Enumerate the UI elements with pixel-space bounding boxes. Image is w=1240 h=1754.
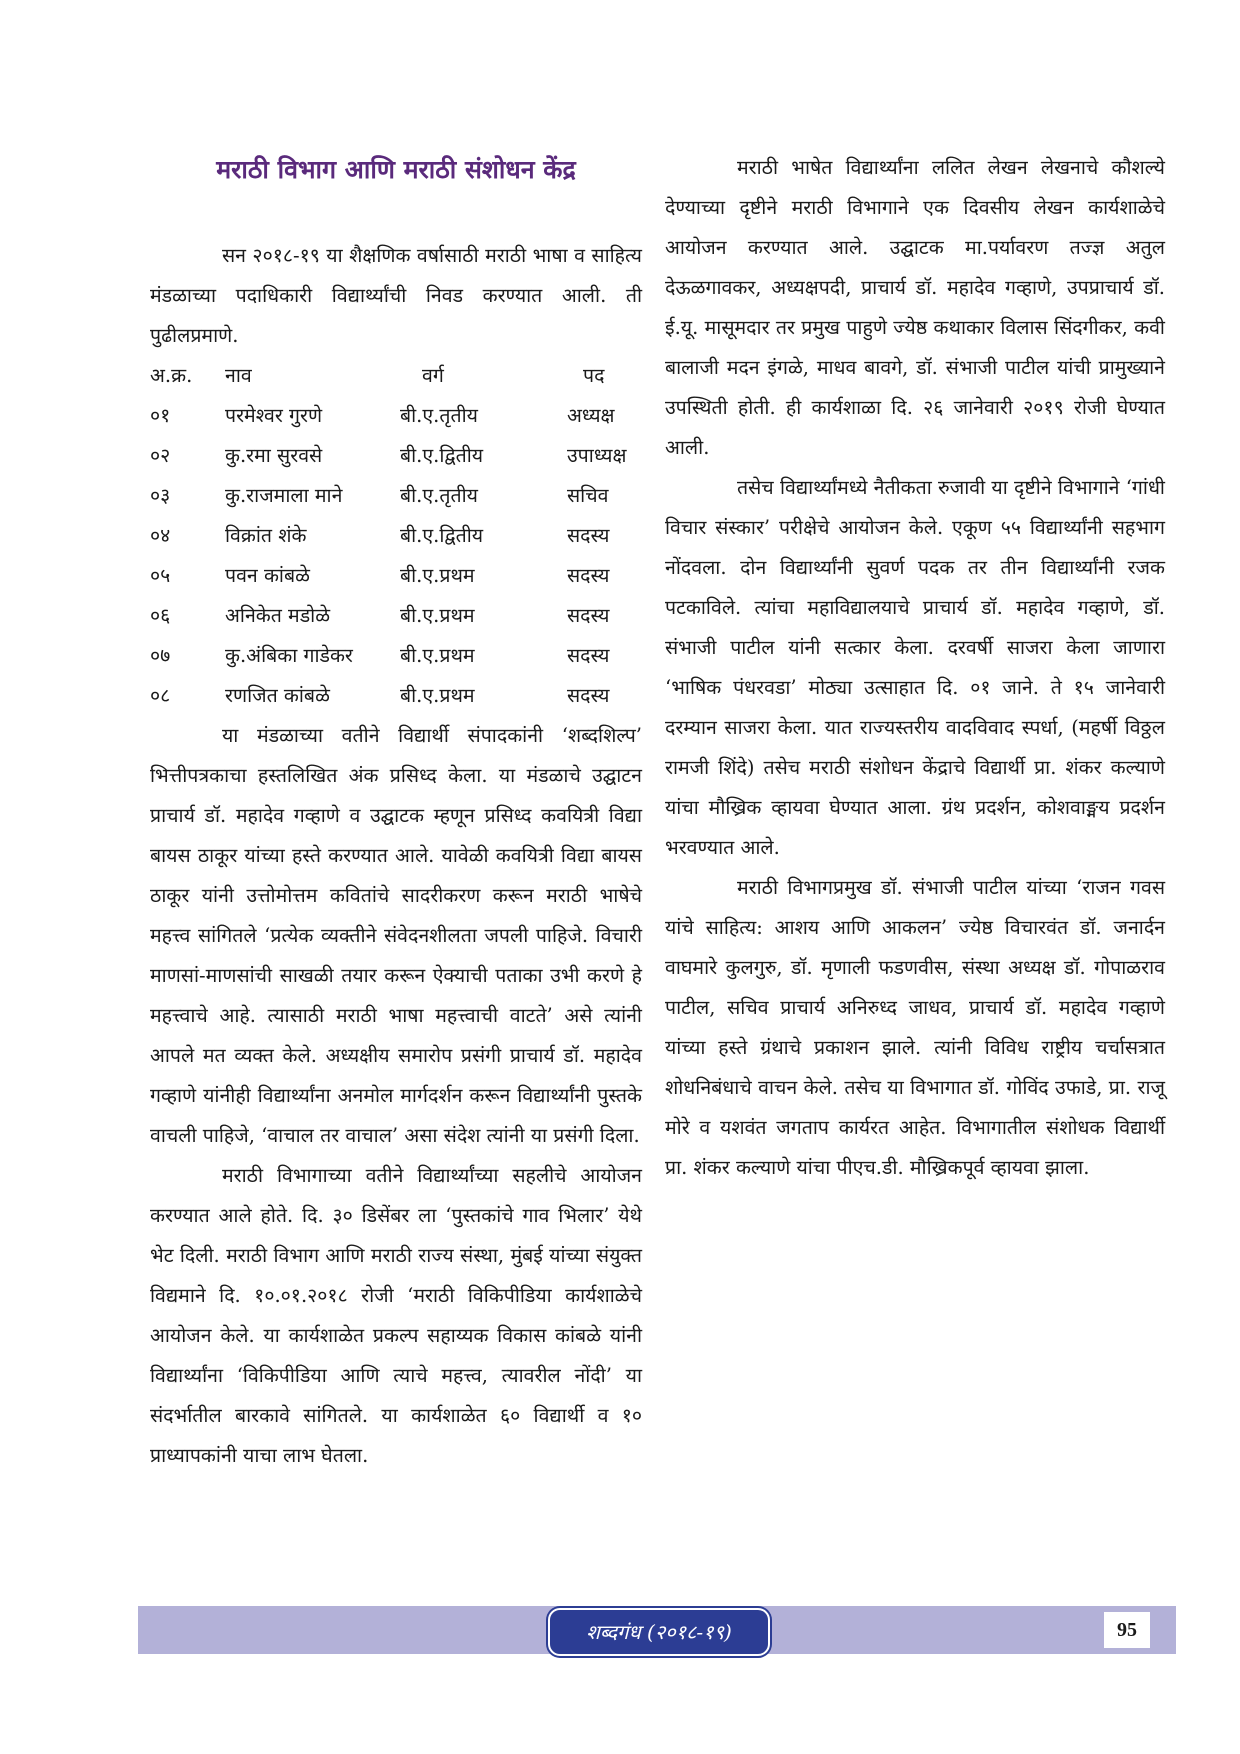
- table-cell: विक्रांत शंके: [225, 524, 307, 547]
- table-cell: बी.ए.प्रथम: [400, 604, 475, 627]
- table-cell: सचिव: [567, 484, 609, 507]
- table-header: वर्ग: [422, 364, 444, 387]
- table-cell: बी.ए.प्रथम: [400, 684, 475, 707]
- table-cell: सदस्य: [567, 644, 610, 667]
- table-cell: सदस्य: [567, 524, 610, 547]
- body-paragraph: मराठी भाषेत विद्यार्थ्यांना ललित लेखन लेखनाचे कौशल्ये देण्याच्या दृष्टीने मराठी विभागाने एक दिवसीय लेखन कार्यशाळेचे आयोजन करण्यात आले. उद्घाटक मा.पर्यावरण तज्ज्ञ अतुल देऊळगावकर, अध्यक्षपदी, प्राचार्य डॉ. महादेव गव्हाणे, उपप्राचार्य डॉ. ई.यू. मासूमदार तर प्रमुख पाहुणे ज्येष्ठ कथाकार विलास सिंदगीकर, कवी बालाजी मदन इंगळे, माधव बावगे, डॉ. संभाजी पाटील यांची प्रामुख्याने उपस्थिती होती. ही कार्यशाळा दि. २६ जानेवारी २०१९ रोजी घेण्यात आली.: [665, 156, 1165, 459]
- table-row: [150, 596, 642, 636]
- table-cell: बी.ए.प्रथम: [400, 564, 475, 587]
- table-cell: ०५: [150, 564, 171, 587]
- table-cell: ०२: [150, 444, 171, 467]
- table-header: अ.क्र.: [150, 364, 193, 387]
- body-paragraph: तसेच विद्यार्थ्यांमध्ये नैतीकता रुजावी या दृष्टीने विभागाने ‘गांधी विचार संस्कार’ परीक्षेचे आयोजन केले. एकूण ५५ विद्यार्थ्यांनी सहभाग नोंदवला. दोन विद्यार्थ्यांनी सुवर्ण पदक तर तीन विद्यार्थ्यांनी रजक पटकाविले. त्यांचा महाविद्यालयाचे प्राचार्य डॉ. महादेव गव्हाणे, डॉ. संभाजी पाटील यांनी सत्कार केला. दरवर्षी साजरा केला जाणारा ‘भाषिक पंधरवडा’ मोठ्या उत्साहात दि. ०१ जाने. ते १५ जानेवारी दरम्यान साजरा केला. यात राज्यस्तरीय वादविवाद स्पर्धा, (महर्षी विठ्ठल रामजी शिंदे) तसेच मराठी संशोधन केंद्राचे विद्यार्थी प्रा. शंकर कल्याणे यांचा मौख्रिक व्हायवा घेण्यात आला. ग्रंथ प्रदर्शन, कोशवाङ्मय प्रदर्शन भरवण्यात आले.: [665, 476, 1165, 859]
- table-row: [150, 676, 642, 716]
- table-cell: ०७: [150, 644, 171, 667]
- page-number: 95: [1104, 1612, 1150, 1648]
- table-cell: ०८: [150, 684, 171, 707]
- table-cell: बी.ए.द्वितीय: [400, 524, 484, 547]
- table-cell: सदस्य: [567, 684, 610, 707]
- table-cell: बी.ए.प्रथम: [400, 644, 475, 667]
- table-row: [150, 636, 642, 676]
- table-cell: सदस्य: [567, 604, 610, 627]
- body-paragraph: या मंडळाच्या वतीने विद्यार्थी संपादकांनी ‘शब्दशिल्प’ भित्तीपत्रकाचा हस्तलिखित अंक प्रसिध्द केला. या मंडळाचे उद्घाटन प्राचार्य डॉ. महादेव गव्हाणे व उद्घाटक म्हणून प्रसिध्द कवयित्री विद्या बायस ठाकूर यांच्या हस्ते करण्यात आले. यावेळी कवयित्री विद्या बायस ठाकूर यांनी उत्तोमोत्तम कवितांचे सादरीकरण करून मराठी भाषेचे महत्त्व सांगितले ‘प्रत्येक व्यक्तीने संवेदनशीलता जपली पाहिजे. विचारी माणसां-माणसांची साखळी तयार करून ऐक्याची पताका उभी करणे हे महत्त्वाचे आहे. त्यासाठी मराठी भाषा महत्त्वाची वाटते’ असे त्यांनी आपले मत व्यक्त केले. अध्यक्षीय समारोप प्रसंगी प्राचार्य डॉ. महादेव गव्हाणे यांनीही विद्यार्थ्यांना अनमोल मार्गदर्शन करून विद्यार्थ्यांनी पुस्तके वाचली पाहिजे, ‘वाचाल तर वाचाल’ असा संदेश त्यांनी या प्रसंगी दिला.: [150, 724, 642, 1147]
- table-cell: परमेश्वर गुरणे: [225, 404, 323, 427]
- left-column: [150, 150, 642, 1476]
- table-row: [150, 476, 642, 516]
- table-cell: सदस्य: [567, 564, 610, 587]
- magazine-title-badge: शब्दगंध (२०१८-१९): [548, 1608, 770, 1656]
- body-paragraph: मराठी विभागाच्या वतीने विद्यार्थ्यांच्या सहलीचे आयोजन करण्यात आले होते. दि. ३० डिसेंबर ला ‘पुस्तकांचे गाव भिलार’ येथे भेट दिली. मराठी विभाग आणि मराठी राज्य संस्था, मुंबई यांच्या संयुक्त विद्यमाने दि. १०.०१.२०१८ रोजी ‘मराठी विकिपीडिया कार्यशाळेचे आयोजन केले. या कार्यशाळेत प्रकल्प सहाय्यक विकास कांबळे यांनी विद्यार्थ्यांना ‘विकिपीडिया आणि त्याचे महत्त्व, त्यावरील नोंदी’ या संदर्भातील बारकावे सांगितले. या कार्यशाळेत ६० विद्यार्थी व १० प्राध्यापकांनी याचा लाभ घेतला.: [150, 1164, 642, 1467]
- table-header: पद: [583, 364, 605, 387]
- table-cell: कु.अंबिका गाडेकर: [225, 644, 353, 667]
- table-cell: पवन कांबळे: [225, 564, 310, 587]
- intro-paragraph: सन २०१८-१९ या शैक्षणिक वर्षासाठी मराठी भाषा व साहित्य मंडळाच्या पदाधिकारी विद्यार्थ्यांची निवड करण्यात आली. ती पुढीलप्रमाणे.: [150, 244, 642, 347]
- table-cell: ०१: [150, 404, 171, 427]
- table-cell: बी.ए.तृतीय: [400, 484, 478, 507]
- table-cell: ०६: [150, 604, 171, 627]
- table-cell: ०४: [150, 524, 171, 547]
- table-row: [150, 436, 642, 476]
- table-cell: कु.राजमाला माने: [225, 484, 343, 507]
- table-cell: अध्यक्ष: [567, 404, 615, 427]
- table-cell: उपाध्यक्ष: [567, 444, 627, 467]
- table-row: [150, 516, 642, 556]
- table-cell: रणजित कांबळे: [225, 684, 330, 707]
- table-cell: बी.ए.तृतीय: [400, 404, 478, 427]
- committee-table: [150, 356, 642, 716]
- table-row: [150, 396, 642, 436]
- table-cell: अनिकेत मडोळे: [225, 604, 331, 627]
- table-cell: ०३: [150, 484, 171, 507]
- section-heading: मराठी विभाग आणि मराठी संशोधन केंद्र: [216, 155, 576, 184]
- body-paragraph: मराठी विभागप्रमुख डॉ. संभाजी पाटील यांच्या ‘राजन गवस यांचे साहित्य: आशय आणि आकलन’ ज्येष्ठ विचारवंत डॉ. जनार्दन वाघमारे कुलगुरु, डॉ. मृणाली फडणवीस, संस्था अध्यक्ष डॉ. गोपाळराव पाटील, सचिव प्राचार्य अनिरुध्द जाधव, प्राचार्य डॉ. महादेव गव्हाणे यांच्या हस्ते ग्रंथाचे प्रकाशन झाले. त्यांनी विविध राष्ट्रीय चर्चासत्रात शोधनिबंधाचे वाचन केले. तसेच या विभागात डॉ. गोविंद उफाडे, प्रा. राजू मोरे व यशवंत जगताप कार्यरत आहेत. विभागातील संशोधक विद्यार्थी प्रा. शंकर कल्याणे यांचा पीएच.डी. मौख्रिकपूर्व व्हायवा झाला.: [665, 876, 1165, 1179]
- table-cell: बी.ए.द्वितीय: [400, 444, 484, 467]
- table-header-row: [150, 356, 642, 396]
- table-row: [150, 556, 642, 596]
- table-header: नाव: [225, 364, 252, 387]
- right-column: [665, 148, 1165, 1188]
- table-cell: कु.रमा सुरवसे: [225, 444, 323, 467]
